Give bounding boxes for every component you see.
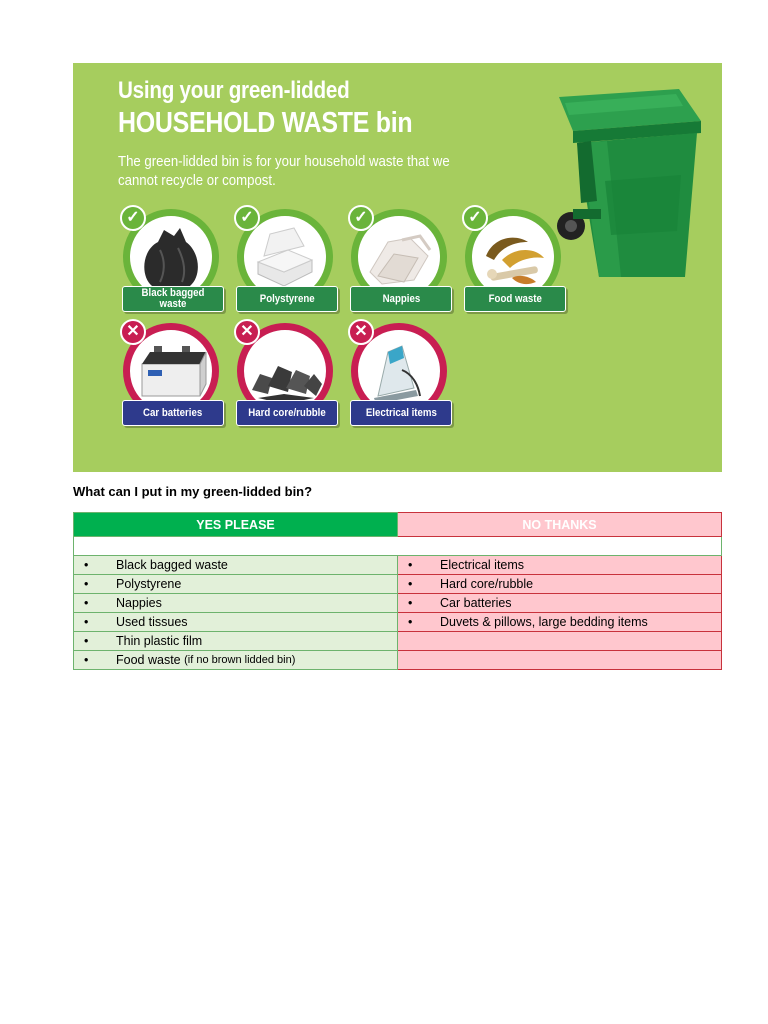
bullet: •: [84, 615, 89, 629]
forbidden-item-label: Electrical items: [350, 400, 452, 426]
no-item: Electrical items: [440, 558, 525, 572]
waste-bin-banner: [73, 63, 722, 472]
check-icon: ✓: [348, 205, 374, 231]
no-cell-empty: [398, 632, 722, 651]
no-item: Car batteries: [440, 596, 512, 610]
yes-please-header: YES PLEASE: [74, 513, 398, 537]
green-wheelie-bin-icon: [551, 81, 711, 281]
bullet: •: [84, 577, 89, 591]
bullet: •: [84, 596, 89, 610]
yes-item: Nappies: [116, 596, 162, 610]
forbidden-item-car-batteries: [120, 323, 232, 438]
banner-description: The green-lidded bin is for your household waste that we cannot recycle or compost.: [118, 153, 450, 189]
yes-cell: [74, 575, 398, 594]
yes-item: Polystyrene: [116, 577, 182, 591]
section-heading: What can I put in my green-lidded bin?: [73, 484, 313, 499]
no-cell-empty: [398, 651, 722, 670]
bullet: •: [408, 558, 413, 572]
no-cell: [398, 556, 722, 575]
table-row: [74, 651, 722, 670]
yes-cell: [74, 632, 398, 651]
bullet: •: [84, 634, 89, 648]
forbidden-item-label: Car batteries: [122, 400, 224, 426]
check-icon: ✓: [234, 205, 260, 231]
yes-cell: [74, 594, 398, 613]
cross-icon: ✕: [234, 319, 260, 345]
table-row: [74, 613, 722, 632]
allowed-item-black-bagged-waste: [120, 209, 232, 324]
table-header-row: [74, 513, 722, 537]
yes-item: Black bagged waste: [116, 558, 228, 572]
forbidden-item-hard-core-rubble: [234, 323, 346, 438]
no-cell: [398, 575, 722, 594]
allowed-item-label: Nappies: [350, 286, 452, 312]
no-cell: [398, 613, 722, 632]
table-row: [74, 594, 722, 613]
cross-icon: ✕: [348, 319, 374, 345]
bullet: •: [408, 596, 413, 610]
check-icon: ✓: [462, 205, 488, 231]
yes-item: Used tissues: [116, 615, 188, 629]
no-item: Duvets & pillows, large bedding items: [440, 615, 648, 629]
yes-no-table: [73, 512, 722, 670]
forbidden-item-electrical-items: [348, 323, 460, 438]
allowed-item-label: Food waste: [464, 286, 566, 312]
forbidden-item-label: Hard core/rubble: [236, 400, 338, 426]
yes-cell: [74, 651, 398, 670]
yes-item-note: (if no brown lidded bin): [184, 654, 296, 666]
allowed-item-label: Polystyrene: [236, 286, 338, 312]
table-row: [74, 632, 722, 651]
yes-cell: [74, 613, 398, 632]
check-icon: ✓: [120, 205, 146, 231]
allowed-item-nappies: [348, 209, 460, 324]
table-spacer-row: [74, 537, 722, 556]
yes-cell: [74, 556, 398, 575]
table-row: [74, 556, 722, 575]
yes-item: Thin plastic film: [116, 634, 203, 648]
no-item: Hard core/rubble: [440, 577, 534, 591]
bullet: •: [84, 653, 89, 667]
no-cell: [398, 594, 722, 613]
allowed-item-polystyrene: [234, 209, 346, 324]
banner-title-line2: HOUSEHOLD WASTE bin: [118, 107, 413, 139]
cross-icon: ✕: [120, 319, 146, 345]
table-row: [74, 575, 722, 594]
no-thanks-header: NO THANKS: [398, 513, 722, 537]
bullet: •: [408, 577, 413, 591]
allowed-item-food-waste: [462, 209, 574, 324]
bullet: •: [408, 615, 413, 629]
banner-title-line1: Using your green-lidded: [118, 77, 350, 104]
yes-item: Food waste: [116, 653, 181, 667]
bullet: •: [84, 558, 89, 572]
allowed-item-label: Black bagged waste: [122, 286, 224, 312]
